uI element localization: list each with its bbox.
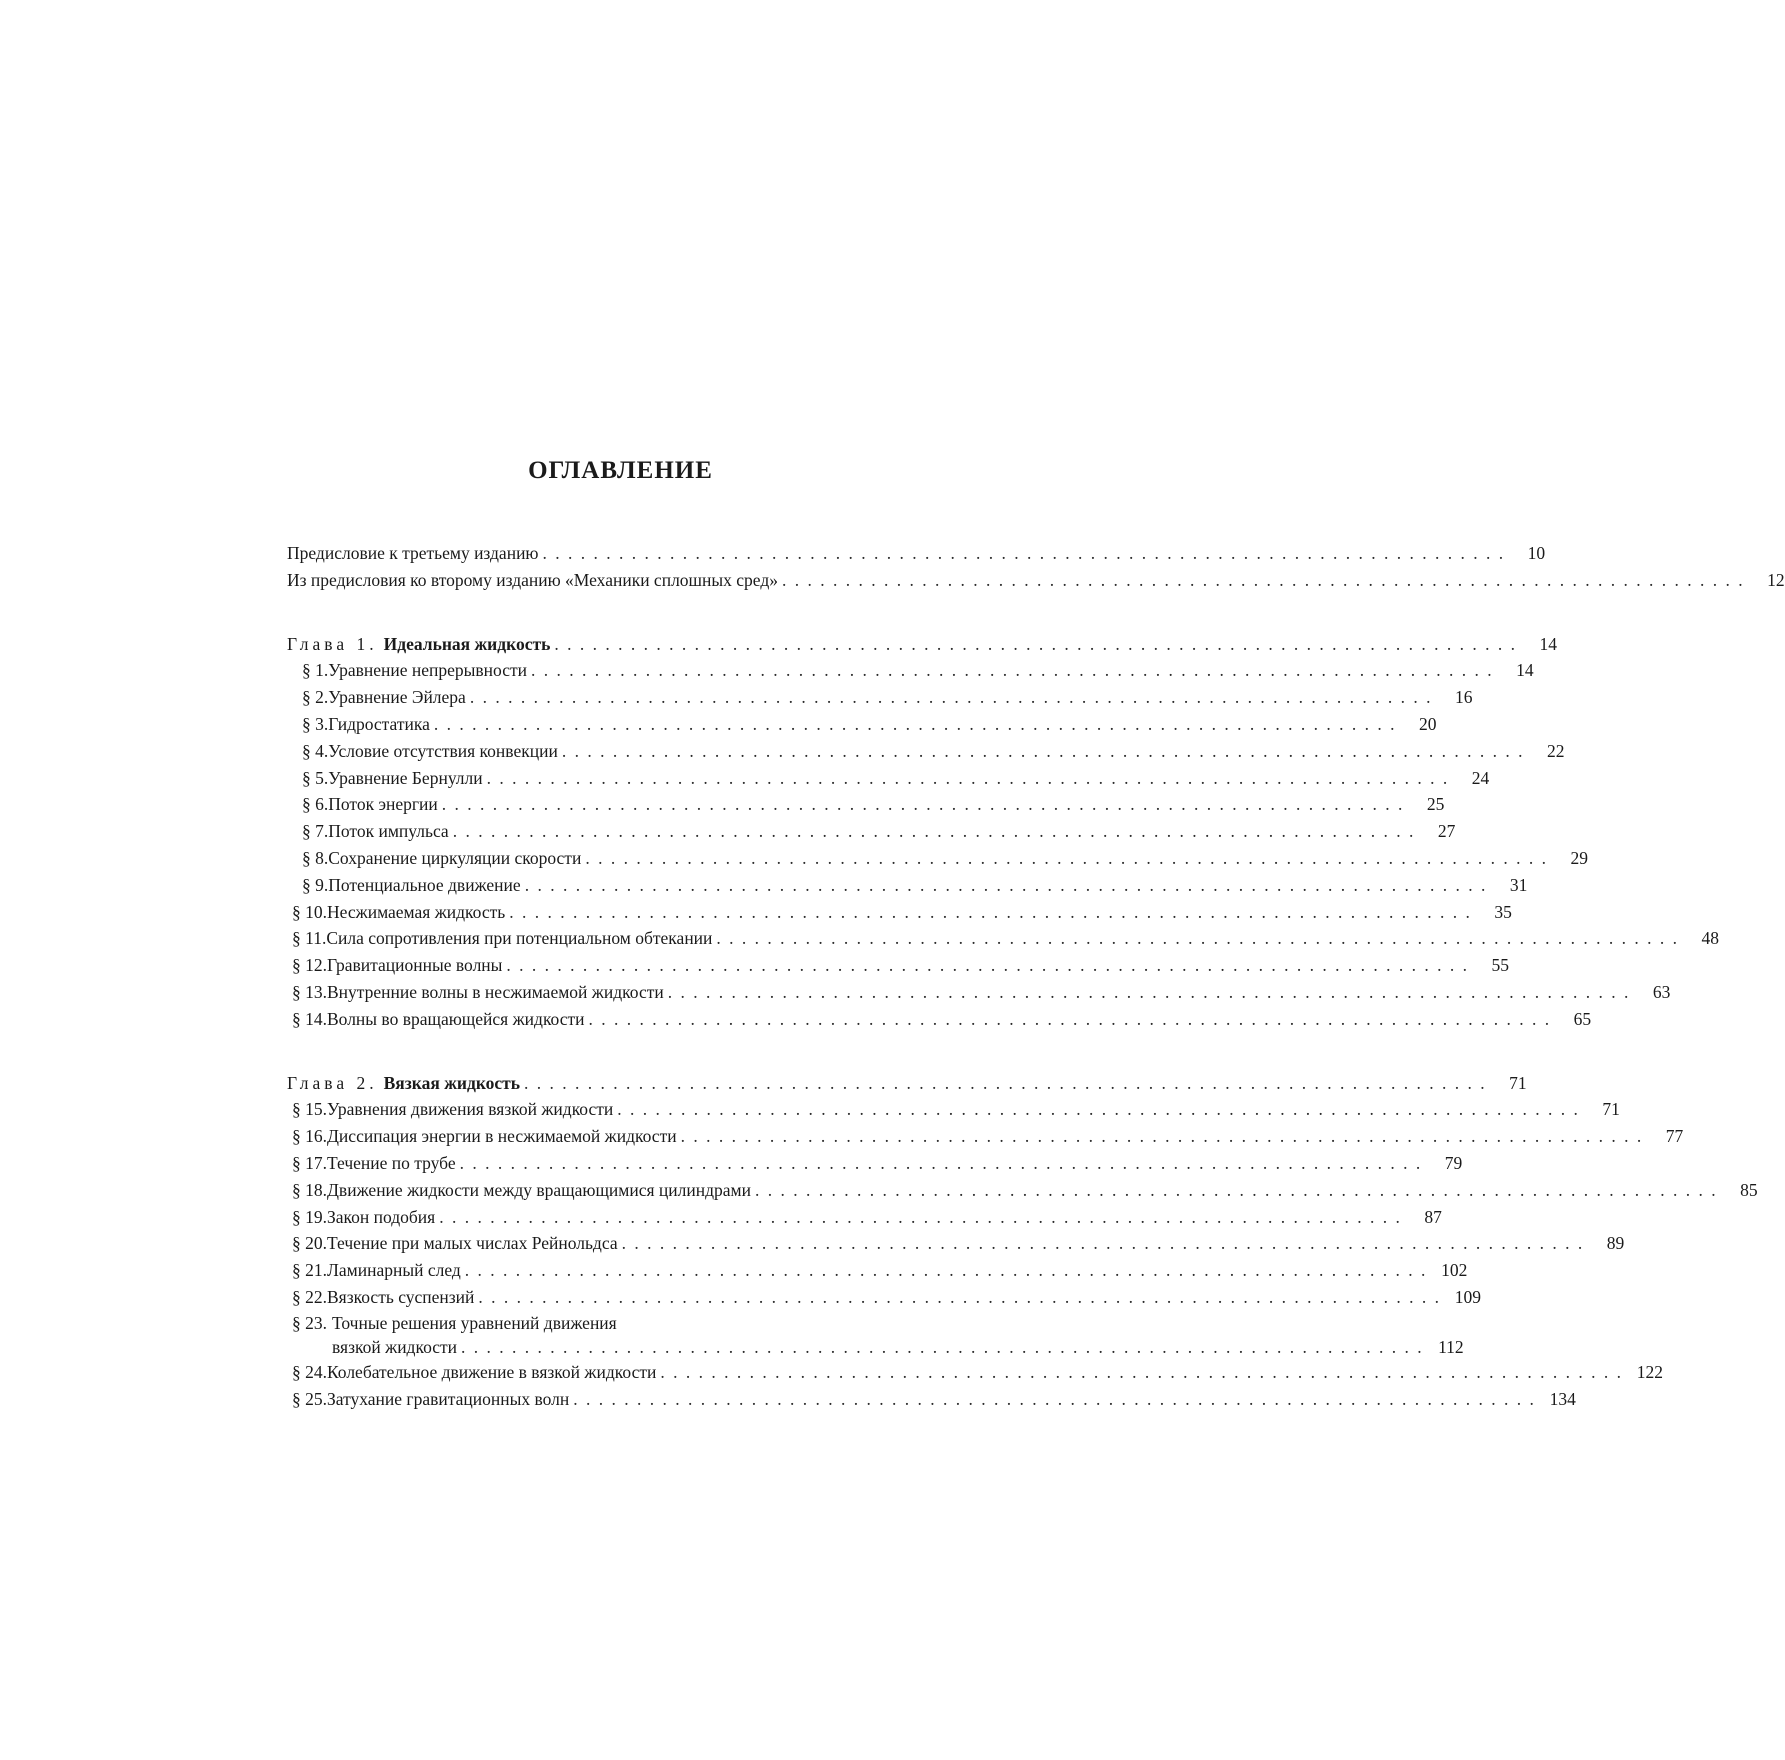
dot-leader	[617, 1096, 1578, 1123]
section-number: § 1.	[302, 660, 329, 681]
dot-leader	[509, 899, 1470, 926]
toc-section[interactable]	[287, 684, 1473, 711]
section-number: § 20.	[292, 1233, 327, 1254]
entry-page: 71	[1509, 1072, 1527, 1093]
entry-page: 77	[1665, 1126, 1684, 1147]
toc-section[interactable]	[287, 738, 1565, 765]
toc-section[interactable]	[287, 979, 1671, 1006]
toc-section[interactable]	[287, 818, 1456, 845]
entry-page: 10	[1527, 543, 1546, 563]
entry-title: Предисловие к третьему изданию	[287, 543, 539, 563]
section-number: § 4.	[302, 740, 329, 761]
entry-page: 48	[1701, 928, 1720, 949]
section-number: § 25.	[292, 1388, 327, 1409]
section-title: Закон подобия	[327, 1206, 436, 1227]
dot-leader	[460, 1150, 1421, 1177]
toc-section[interactable]	[287, 765, 1490, 792]
section-number: § 3.	[302, 713, 329, 734]
toc-section[interactable]	[287, 1123, 1684, 1150]
section-title: Течение по трубе	[327, 1152, 456, 1173]
page-title: ОГЛАВЛЕНИЕ	[528, 457, 713, 484]
section-number: § 24.	[292, 1361, 327, 1382]
toc-section[interactable]	[287, 899, 1512, 926]
section-title: Ламинарный след	[327, 1260, 461, 1281]
section-number: § 15.	[292, 1099, 327, 1120]
entry-page: 29	[1570, 847, 1588, 868]
section-title: Вязкость суспензий	[327, 1286, 475, 1307]
section-title: Сохранение циркуляции скорости	[328, 847, 582, 868]
section-title: Колебательное движение в вязкой жидкости	[327, 1361, 657, 1382]
entry-page: 102	[1441, 1260, 1468, 1281]
section-title: Поток энергии	[328, 794, 438, 815]
toc-section[interactable]	[287, 1096, 1620, 1123]
entry-page: 85	[1740, 1179, 1758, 1200]
toc-section[interactable]	[287, 1177, 1758, 1204]
dot-leader	[543, 540, 1504, 567]
dot-leader	[681, 1123, 1642, 1150]
section-number: § 23.	[292, 1312, 327, 1333]
section-number: § 6.	[302, 794, 329, 815]
toc-section[interactable]	[287, 791, 1445, 818]
chapter-name: Вязкая жидкость	[383, 1072, 521, 1093]
section-number: § 17.	[292, 1152, 327, 1173]
toc-section[interactable]	[287, 872, 1528, 899]
section-number: § 12.	[292, 955, 327, 976]
section-title-cont: вязкой жидкости	[332, 1336, 458, 1357]
chapter-label: Глава 2.	[287, 1072, 378, 1093]
entry-page: 31	[1509, 874, 1528, 895]
section-title: Уравнение Эйлера	[328, 687, 466, 708]
dot-leader	[524, 1070, 1485, 1097]
dot-leader	[573, 1386, 1534, 1413]
entry-page: 55	[1491, 955, 1510, 976]
dot-leader	[660, 1359, 1621, 1386]
entry-page: 25	[1426, 794, 1445, 815]
toc-section[interactable]	[287, 1006, 1592, 1033]
entry-page: 14	[1539, 633, 1557, 654]
toc-section[interactable]	[287, 952, 1510, 979]
toc-chapter-2[interactable]	[287, 1070, 1527, 1097]
dot-leader	[622, 1230, 1583, 1257]
dot-leader	[439, 1204, 1400, 1231]
section-title: Условие отсутствия конвекции	[328, 740, 558, 761]
entry-page: 20	[1419, 713, 1437, 734]
entry-page: 122	[1636, 1361, 1663, 1382]
section-title: Поток импульса	[328, 821, 449, 842]
entry-page: 109	[1454, 1286, 1482, 1307]
section-title: Потенциальное движение	[328, 874, 521, 895]
entry-page: 14	[1516, 660, 1534, 681]
section-number: § 22.	[292, 1286, 327, 1307]
dot-leader	[434, 711, 1395, 738]
section-number: § 2.	[302, 687, 329, 708]
dot-leader	[506, 952, 1467, 979]
dot-leader	[782, 567, 1743, 594]
dot-leader	[554, 631, 1515, 658]
section-title: Уравнение Бернулли	[328, 767, 483, 788]
dot-leader	[470, 684, 1431, 711]
toc-section[interactable]	[287, 1359, 1663, 1386]
entry-page: 16	[1454, 687, 1473, 708]
dot-leader	[478, 1284, 1439, 1311]
entry-page: 35	[1494, 901, 1512, 922]
dot-leader	[461, 1335, 1422, 1359]
entry-page: 12	[1767, 569, 1785, 590]
section-title: Волны во вращающейся жидкости	[327, 1008, 585, 1029]
section-title: Течение при малых числах Рейнольдса	[327, 1233, 618, 1254]
dot-leader	[525, 872, 1486, 899]
dot-leader	[442, 791, 1403, 818]
section-title: Гравитационные волны	[327, 955, 503, 976]
chapter-name: Идеальная жидкость	[383, 633, 551, 654]
entry-page: 79	[1444, 1152, 1463, 1173]
section-number: § 19.	[292, 1206, 327, 1227]
entry-page: 112	[1438, 1336, 1464, 1357]
section-number: § 10.	[292, 901, 327, 922]
dot-leader	[531, 657, 1492, 684]
toc-section[interactable]	[287, 1150, 1463, 1177]
entry-page: 87	[1424, 1206, 1442, 1227]
dot-leader	[589, 1006, 1550, 1033]
dot-leader	[487, 765, 1448, 792]
section-number: § 8.	[302, 847, 329, 868]
toc-section[interactable]	[287, 711, 1437, 738]
entry-page: 89	[1606, 1233, 1625, 1254]
toc-section[interactable]	[287, 1311, 1464, 1359]
section-title: Уравнения движения вязкой жидкости	[327, 1099, 614, 1120]
section-title: Гидростатика	[328, 713, 430, 734]
dot-leader	[562, 738, 1523, 765]
toc-section[interactable]	[287, 1257, 1468, 1284]
dot-leader	[668, 979, 1629, 1006]
toc-section[interactable]	[287, 1284, 1482, 1311]
section-title: Уравнение непрерывности	[328, 660, 528, 681]
section-title: Сила сопротивления при потенциальном обтекании	[326, 928, 713, 949]
section-number: § 9.	[302, 874, 329, 895]
section-title: Затухание гравитационных волн	[327, 1388, 570, 1409]
section-number: § 21.	[292, 1260, 327, 1281]
dot-leader	[716, 925, 1677, 952]
dot-leader	[453, 818, 1414, 845]
section-number: § 5.	[302, 767, 329, 788]
table-of-contents	[287, 540, 1785, 1412]
dot-leader	[585, 845, 1546, 872]
toc-section[interactable]	[287, 925, 1720, 952]
entry-page: 65	[1573, 1008, 1592, 1029]
section-number: § 16.	[292, 1126, 327, 1147]
section-title: Точные решения уравнений движения	[332, 1312, 617, 1333]
dot-leader	[755, 1177, 1716, 1204]
toc-section[interactable]	[287, 1204, 1442, 1231]
toc-entry-preface-2[interactable]	[287, 567, 1785, 594]
section-number: § 7.	[302, 821, 329, 842]
chapter-label: Глава 1.	[287, 633, 378, 654]
section-number: § 13.	[292, 981, 327, 1002]
section-number: § 11.	[292, 928, 327, 949]
toc-entry-preface-3[interactable]	[287, 540, 1546, 567]
toc-section[interactable]	[287, 1386, 1576, 1413]
toc-section[interactable]	[287, 845, 1588, 872]
entry-title: Из предисловия ко второму изданию «Механики сплошных сред»	[287, 569, 778, 590]
entry-page: 63	[1652, 981, 1671, 1002]
dot-leader	[465, 1257, 1426, 1284]
entry-page: 22	[1546, 740, 1565, 761]
section-number: § 14.	[292, 1008, 327, 1029]
section-title: Внутренние волны в несжимаемой жидкости	[327, 981, 664, 1002]
entry-page: 71	[1602, 1099, 1620, 1120]
section-number: § 18.	[292, 1179, 327, 1200]
toc-section[interactable]	[287, 657, 1534, 684]
section-title: Диссипация энергии в несжимаемой жидкости	[327, 1126, 677, 1147]
toc-section[interactable]	[287, 1230, 1625, 1257]
section-title: Движение жидкости между вращающимися цилиндрами	[327, 1179, 751, 1200]
entry-page: 27	[1437, 821, 1456, 842]
toc-chapter-1[interactable]	[287, 631, 1557, 658]
entry-page: 134	[1549, 1388, 1576, 1409]
entry-page: 24	[1471, 767, 1490, 788]
section-title: Несжимаемая жидкость	[327, 901, 506, 922]
